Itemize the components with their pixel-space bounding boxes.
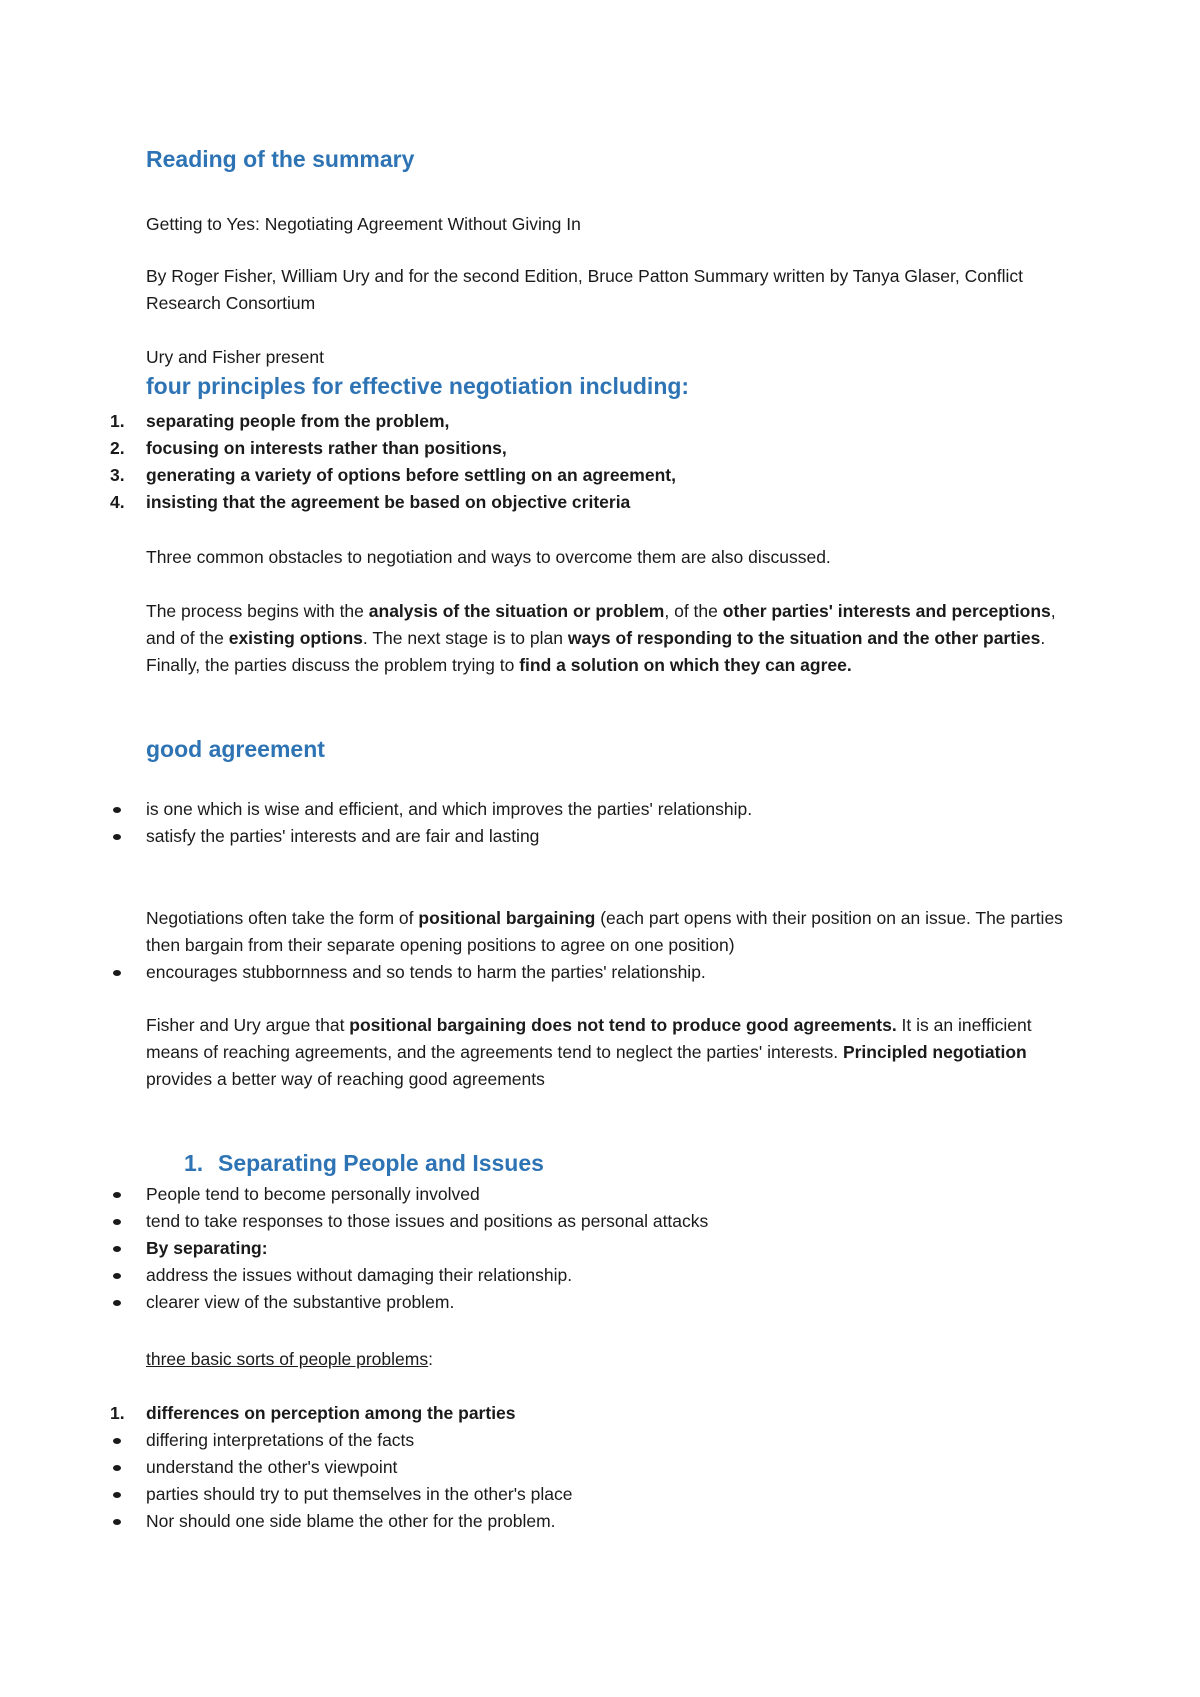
- book-title: Getting to Yes: Negotiating Agreement Without Giving In: [146, 214, 581, 234]
- list-number: 1.: [110, 1403, 125, 1423]
- list-item: differing interpretations of the facts: [18, 1427, 948, 1454]
- list-item: encourages stubbornness and so tends to harm the parties' relationship.: [18, 959, 948, 986]
- problems-list: [18, 1400, 948, 1427]
- list-item: clearer view of the substantive problem.: [18, 1289, 948, 1316]
- bullet-icon: [113, 1219, 121, 1225]
- list-item: satisfy the parties' interests and are fair and lasting: [18, 823, 948, 850]
- bullet-icon: [113, 834, 121, 840]
- intro-line: Ury and Fisher present: [146, 347, 324, 367]
- section-1-list: [18, 1181, 948, 1316]
- good-agreement-heading: good agreement: [146, 736, 325, 762]
- bullet-icon: [113, 970, 121, 976]
- positional-list: [18, 959, 948, 986]
- authors-paragraph: By Roger Fisher, William Ury and for the second Edition, Bruce Patton Summary written by Tanya Glaser, Conflict Research Consortium: [146, 266, 1023, 313]
- obstacles-paragraph: Three common obstacles to negotiation and ways to overcome them are also discussed.: [146, 547, 831, 567]
- bullet-icon: [113, 1300, 121, 1306]
- principles-heading: four principles for effective negotiation including:: [146, 373, 690, 399]
- process-paragraph: The process begins with the analysis of the situation or problem, of the other parties' interests and perceptions, and of the existing options. The next stage is to plan ways of responding to the situation and the other parties. Finally, the parties discuss the problem trying to find a solution on which they can agree.: [146, 601, 1056, 675]
- list-item: tend to take responses to those issues and positions as personal attacks: [18, 1208, 948, 1235]
- document-title: Reading of the summary: [146, 146, 415, 172]
- bullet-icon: [113, 1438, 121, 1444]
- list-number: 3.: [110, 465, 125, 485]
- list-item: understand the other's viewpoint: [18, 1454, 948, 1481]
- bullet-icon: [113, 1246, 121, 1252]
- bullet-icon: [113, 1192, 121, 1198]
- list-item: By separating:: [18, 1235, 948, 1262]
- section-1-heading: 1. Separating People and Issues: [184, 1150, 544, 1176]
- principles-list: [18, 408, 948, 516]
- list-item: is one which is wise and efficient, and which improves the parties' relationship.: [18, 796, 948, 823]
- bullet-icon: [113, 1465, 121, 1471]
- problem-1-list: [18, 1427, 948, 1535]
- good-agreement-list: [18, 796, 948, 850]
- list-item: Nor should one side blame the other for the problem.: [18, 1508, 948, 1535]
- argue-paragraph: Fisher and Ury argue that positional bargaining does not tend to produce good agreements. It is an inefficient means of reaching agreements, and the agreements tend to neglect the parties' interests. Principled negotiation provides a better way of reaching good agreements: [146, 1015, 1032, 1089]
- list-item: parties should try to put themselves in the other's place: [18, 1481, 948, 1508]
- list-item: address the issues without damaging their relationship.: [18, 1262, 948, 1289]
- list-number: 4.: [110, 492, 125, 512]
- list-item: 1. separating people from the problem,: [18, 408, 948, 435]
- list-item: 1. differences on perception among the parties: [18, 1400, 948, 1427]
- positional-paragraph: Negotiations often take the form of positional bargaining (each part opens with their position on an issue. The parties then bargain from their separate opening positions to agree on one position): [146, 908, 1063, 955]
- bullet-icon: [113, 1519, 121, 1525]
- list-number: 1.: [110, 411, 125, 431]
- bullet-icon: [113, 1492, 121, 1498]
- list-item: People tend to become personally involved: [18, 1181, 948, 1208]
- list-number: 2.: [110, 438, 125, 458]
- bullet-icon: [113, 807, 121, 813]
- list-item: 3. generating a variety of options before settling on an agreement,: [18, 462, 948, 489]
- list-item: 4. insisting that the agreement be based on objective criteria: [18, 489, 948, 516]
- list-item: 2. focusing on interests rather than positions,: [18, 435, 948, 462]
- bullet-icon: [113, 1273, 121, 1279]
- three-sorts-line: three basic sorts of people problems:: [146, 1349, 433, 1369]
